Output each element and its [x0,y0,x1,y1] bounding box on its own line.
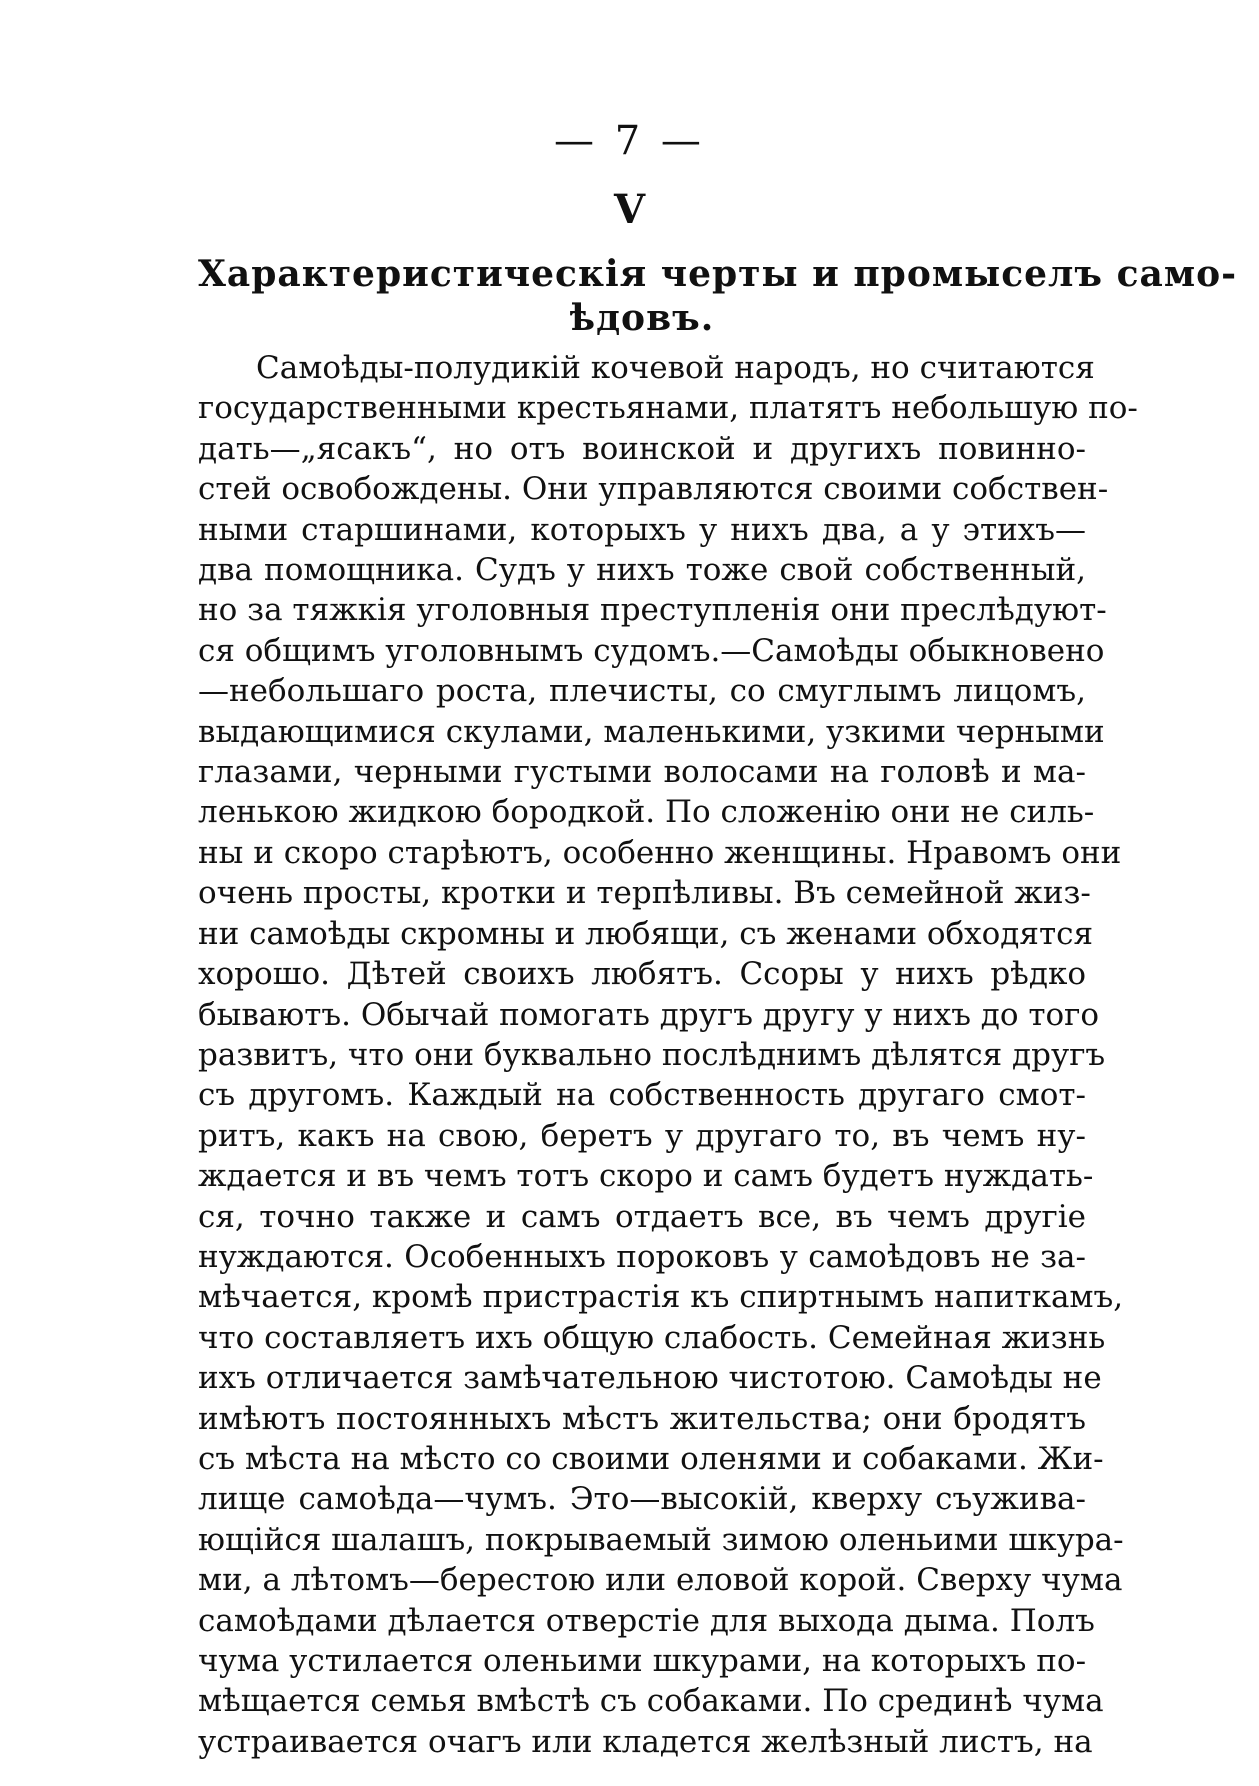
text-line: ни самоѣды скромны и любящи, съ женами обходятся [198,915,1094,952]
text-line: что составляетъ ихъ общую слабость. Семейная жизнь [198,1319,1106,1356]
text-line: Самоѣды-полудикій кочевой народъ, но считаются [256,350,1095,386]
text-line: государственными крестьянами, платятъ небольшую по- [198,390,1138,427]
text-line: ритъ, какъ на свою, беретъ у другаго то, въ чемъ ну- [198,1117,1086,1154]
page-number: — 7 — [554,118,705,164]
text-line: ся общимъ уголовнымъ судомъ.—Самоѣды обыкновено [198,632,1105,669]
text-line: бываютъ. Обычай помогать другъ другу у нихъ до того [198,996,1100,1033]
text-line: ми, а лѣтомъ—берестою или еловой корой. Сверху чума [198,1562,1123,1599]
chapter-number: V [613,186,646,233]
text-line: но за тяжкія уголовныя преступленія они преслѣдуют- [198,592,1107,629]
chapter-title-line: ѣдовъ. [569,297,715,339]
text-line: выдающимися скулами, маленькими, узкими черными [198,713,1105,750]
text-line: чума устилается оленьими шкурами, на которыхъ по- [198,1643,1087,1679]
text-line: стей освобождены. Они управляются своими собствен- [198,471,1109,508]
body-text [198,348,1138,1762]
text-line: —небольшаго роста, плечисты, со смуглымъ лицомъ, [198,673,1086,710]
text-line: ихъ отличается замѣчательною чистотою. Самоѣды не [198,1360,1102,1397]
text-line: ся, точно также и самъ отдаетъ все, въ чемъ другіе [198,1198,1086,1235]
text-line: съ другомъ. Каждый на собственность другаго смот- [198,1077,1086,1114]
text-line: имѣютъ постоянныхъ мѣстъ жительства; они бродятъ [198,1400,1086,1437]
text-line: ющійся шалашъ, покрываемый зимою оленьими шкура- [198,1521,1124,1558]
chapter-title [198,252,1238,340]
chapter-title-line: Характеристическія черты и промыселъ само- [198,253,1238,295]
text-line: глазами, черными густыми волосами на головѣ и ма- [198,754,1086,791]
text-line: хорошо. Дѣтей своихъ любятъ. Ссоры у нихъ рѣдко [198,956,1086,993]
text-line: мѣщается семья вмѣстѣ съ собаками. По срединѣ чума [198,1683,1104,1720]
text-line: устраивается очагъ или кладется желѣзный листъ, на [198,1723,1093,1760]
text-line: дать—„ясакъ“, но отъ воинской и другихъ повинно- [198,430,1086,467]
text-line: два помощника. Судъ у нихъ тоже свой собственный, [198,552,1086,589]
text-line: мѣчается, кромѣ пристрастія къ спиртнымъ напиткамъ, [198,1279,1124,1316]
text-line: лище самоѣда—чумъ. Это—высокій, кверху съуживa- [198,1481,1086,1518]
text-line: нуждаются. Особенныхъ пороковъ у самоѣдовъ не за- [198,1238,1086,1275]
text-line: ждается и въ чемъ тотъ скоро и самъ будетъ нуждать- [198,1158,1094,1195]
text-line: съ мѣста на мѣсто со своими оленями и собаками. Жи- [198,1440,1104,1477]
text-line: ны и скоро старѣютъ, особенно женщины. Нравомъ они [198,834,1122,871]
text-line: очень просты, кротки и терпѣливы. Въ семейной жиз- [198,875,1091,912]
text-line: ными старшинами, которыхъ у нихъ два, а у этихъ— [198,511,1086,548]
text-line: развитъ, что они буквально послѣднимъ дѣлятся другъ [198,1036,1106,1073]
text-line: самоѣдами дѣлается отверстіе для выхода дыма. Полъ [198,1602,1095,1639]
text-line: ленькою жидкою бородкой. По сложенію они не силь- [198,794,1095,831]
